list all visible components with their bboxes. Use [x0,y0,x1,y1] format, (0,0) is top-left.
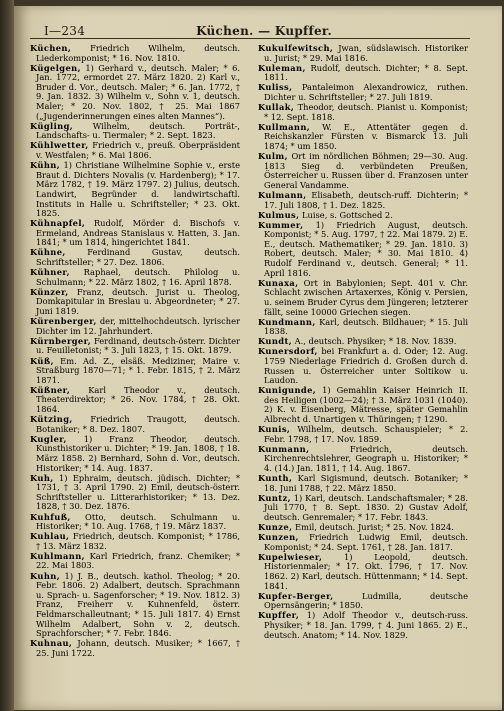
left-column [30,44,240,694]
entry-text: 1) Christiane Wilhelmine Sophie v., erste Braut d. Dichters Novalis (v. Hardenberg); * 17. März 1782, † 19. März 1797. 2) Julius, deutsch. Landwirt, Begründer d. landwirtschaftl. Instituts in Halle u. Schriftsteller; * 23. Okt. 1825. [36,160,240,219]
entry-text: Wilhelm, deutsch. Porträt-, Landschafts- u. Tiermaler; * 2. Sept. 1823. [36,120,240,141]
entry-headword: Küchen, [30,44,72,53]
dictionary-entry [258,64,468,83]
entry-headword: Kulmus, [258,209,300,220]
entry-headword: Kunaxa, [258,277,299,288]
dictionary-entry [258,445,468,474]
entry-text: Friedrich Traugott, deutsch. Botaniker; * 8. Dez. 1807. [36,414,240,434]
entry-text: 1) Ephraim, deutsch. jüdisch. Dichter; * 1731, † 3. April 1790. 2) Emil, deutsch-österr. Schriftsteller u. Litterarhistoriker; * 13. Dez. 1828, † 30. Dez. 1876. [36,472,240,512]
entry-headword: Kuhn, [30,570,61,581]
dictionary-entry [30,268,240,287]
entry-text: Ludmilla, deutsche Opernsängerin; * 1850. [264,590,468,611]
entry-text: Rudolf, deutsch. Dichter; * 8. Sept. 1811. [264,62,468,83]
dictionary-entry [30,337,240,356]
entry-headword: Kunze, [258,522,293,533]
entry-text: Karl Theodor v., deutsch. Theaterdirektor; * 26. Nov. 1784, † 28. Okt. 1864. [36,384,240,414]
entry-text: Wilhelm, deutsch. Schauspieler; * 2. Febr. 1798, † 17. Nov. 1859. [264,424,468,444]
entry-text: Ort in Babylonien; Sept. 401 v. Chr. Schlacht zwischen Artaxerxes, König v. Persien, u. seinem Bruder Cyrus dem Jüngeren; letzterer fällt, seine 10000 Griechen siegen. [264,277,468,317]
entry-headword: Kunth, [258,473,293,484]
dictionary-entry [30,474,240,512]
entry-text: Luise, s. Gottsched 2. [302,209,393,220]
entry-text: 1) Franz Theodor, deutsch. Kunsthistoriker u. Dichter; * 19. Jan. 1808, † 18. März 1858. 2) Bernhard, Sohn d. Vor., deutsch. Historiker; * 14. Aug. 1837. [36,433,240,473]
entry-text: Karl Sigismund, deutsch. Botaniker; * 18. Juni 1788, † 22. März 1850. [264,473,468,493]
dictionary-entry [258,494,468,523]
dictionary-entry [30,141,240,160]
entry-text: Raphael, deutsch. Philolog u. Schulmann; * 22. März 1802, † 16. April 1878. [36,267,240,287]
entry-headword: Kugler, [30,433,67,444]
entry-text: Emil, deutsch. Jurist; * 25. Nov. 1824. [295,522,454,533]
entry-text: Elisabeth, deutsch-ruff. Dichterin; * 17. Juli 1808, † 1. Dez. 1825. [264,189,468,210]
entry-headword: Kuhlau, [30,531,70,542]
dictionary-entry [258,318,468,337]
dictionary-entry [30,415,240,434]
dictionary-entry [258,83,468,102]
entry-text: Karl, deutsch. Bildhauer; * 15. Juli 1838. [264,316,468,337]
entry-headword: Kuhfuß, [30,511,71,522]
dictionary-entry [30,317,240,336]
entry-headword: Kuh, [30,472,54,483]
dictionary-entry [30,161,240,219]
book-spine-edge [0,0,14,711]
entry-text: Johann, deutsch. Musiker; * 1667, † 25. Juni 1722. [36,638,240,658]
entry-headword: Kulmann, [258,189,307,200]
dictionary-entry [258,533,468,552]
entry-text: bei Frankfurt a. d. Oder; 12. Aug. 1759 Niederlage Friedrich d. Großen durch d. Russen u. Österreicher unter Soltikow u. Laudon. [264,346,468,386]
entry-text: Friedrich Wilhelm, deutsch. Liederkomponist; * 16. Nov. 1810. [36,44,240,63]
running-title: Küchen. — Kupffer. [196,24,332,38]
entry-text: Em. Ad. Z., elsäß. Mediziner, Maire v. Straßburg 1870—71; * 1. Febr. 1815, † 2. März 1871. [36,355,240,385]
dictionary-entry [30,532,240,551]
entry-headword: Kundmann, [258,316,316,327]
entry-text: Friedrich, deutsch. Komponist; * 1786, † 13. März 1832. [36,531,240,551]
entry-text: Jwan, südslawisch. Historiker u. Jurist; * 29. Mai 1816. [264,44,468,63]
entry-headword: Kummer, [258,219,304,230]
dictionary-entry [30,288,240,317]
entry-headword: Kunis, [258,424,291,435]
dictionary-entry [30,572,240,639]
entry-text: Otto, deutsch. Schulmann u. Historiker; * 10. Aug. 1768, † 19. März 1837. [36,511,240,532]
dictionary-entry [258,123,468,152]
page-number: I—234 [44,24,86,38]
entry-headword: Kunmann, [258,443,310,454]
entry-headword: Kühlwetter, [30,140,89,151]
entry-headword: Kuhnau, [30,638,73,649]
dictionary-entry [30,552,240,571]
entry-headword: Kuliss, [258,82,293,93]
entry-headword: Küß, [30,355,54,366]
page-header [44,24,484,42]
dictionary-entry [30,248,240,267]
entry-headword: Kupfer-Berger, [258,590,334,601]
entry-text: Ferdinand, deutsch-österr. Dichter u. Feuilletonist; * 3. Juli 1823, † 15. Okt. 1879. [36,335,240,356]
dictionary-entry [258,425,468,444]
entry-headword: Kühner, [30,267,70,278]
entry-headword: Kupffer, [258,610,300,621]
dictionary-entry [30,435,240,473]
dictionary-entry [258,221,468,279]
entry-headword: Kürnberger, [30,335,92,346]
entry-text: Ort im nördlichen Böhmen; 29—30. Aug. 1813 Sieg d. verbündeten Preußen, Österreicher u. Russen über d. Franzosen unter General Vandamme. [264,151,468,190]
entry-text: 1) Karl, deutsch. Landschaftsmaler; * 28. Juli 1770, † 8. Sept. 1830. 2) Gustav Adolf, deutsch. Genremaler; * 17. Febr. 1843. [264,492,468,522]
dictionary-entry [30,64,240,122]
dictionary-entry [30,513,240,532]
entry-headword: Kuleman, [258,62,306,73]
entry-text: Pantaleimon Alexandrowicz, ruthen. Dichter u. Schriftsteller; * 27. Juli 1819. [264,82,468,102]
entry-text: Theodor, deutsch. Pianist u. Komponist; * 12. Sept. 1818. [264,102,468,122]
entry-headword: Kunzen, [258,532,299,543]
entry-text: Rudolf, Mörder d. Bischofs v. Ermeland, Andreas Stanislaus v. Hatten, 3. Jan. 1841; * um 1814, hingerichtet 1841. [36,218,240,248]
dictionary-entry [258,474,468,493]
dictionary-entry [258,279,468,317]
entry-text: 1) Leopold, deutsch. Historienmaler; * 17. Okt. 1796, † 17. Nov. 1862. 2) Karl, deutsch. Hüttenmann; * 14. Sept. 1841. [264,551,468,591]
dictionary-entry [30,357,240,386]
entry-text: der, mittelhochdeutsch. lyrischer Dichter im 12. Jahrhundert. [36,316,240,336]
entry-text: W. E., Attentäter gegen d. Reichskanzler Fürsten v. Bismarck 13. Juli 1874; * um 1850. [264,121,468,151]
entry-text: 1) Adolf Theodor v., deutsch-russ. Physiker; * 18. Jan. 1799, † 4. Juni 1865. 2) E., deutsch. Anatom; * 14. Nov. 1829. [264,610,468,640]
dictionary-entry [258,191,468,210]
dictionary-entry [258,152,468,190]
entry-headword: Kulm, [258,151,288,162]
dictionary-entry [258,347,468,385]
header-rule [30,38,470,39]
dictionary-entry [30,122,240,141]
dictionary-entry [30,386,240,415]
dictionary-entry [258,103,468,122]
entry-text: Friedrich Ludwig Emil, deutsch. Komponist; * 24. Sept. 1761, † 28. Jan. 1817. [264,532,468,552]
entry-headword: Kundt, [258,336,293,347]
entry-headword: Kullak, [258,102,295,113]
entry-headword: Kunersdorf, [258,346,318,357]
entry-text: Karl Friedrich, franz. Chemiker; * 22. Mai 1803. [36,550,240,571]
dictionary-entry [30,639,240,658]
entry-headword: Künzer, [30,286,69,297]
entry-headword: Kühnapfel, [30,218,86,229]
entry-headword: Kügelgen, [30,62,81,73]
dictionary-entry [258,44,468,63]
entry-text: A., deutsch. Physiker; * 18. Nov. 1839. [294,336,457,347]
entry-headword: Kukulfewitsch, [258,44,334,53]
right-column [258,44,468,694]
entry-headword: Kullmann, [258,121,311,132]
entry-text: 1) Friedrich August, deutsch. Komponist; * 5. Aug. 1797, † 22. Mai 1879. 2) E. E., deutsch. Mathematiker; * 29. Jan. 1810. 3) Robert, deutsch. Maler; * 30. Mai 1810. 4) Rudolf Ferdinand v., deutsch. General; * 11. April 1816. [264,219,468,278]
dictionary-entry [258,553,468,591]
entry-headword: Kügling, [30,120,74,131]
entry-headword: Küßner, [30,384,71,395]
dictionary-entry [30,44,240,63]
dictionary-entry [30,219,240,248]
dictionary-entry [258,386,468,424]
entry-headword: Kühn, [30,160,61,171]
entry-text: 1) Gemahlin Kaiser Heinrich II. des Heiligen (1002—24); † 3. März 1031 (1040). 2) K. v. Eisenberg, Mätresse, später Gemahlin Albrecht d. Unartigen v. Thüringen; † 1290. [264,385,468,425]
entry-headword: Kühne, [30,247,66,258]
dictionary-entry [258,611,468,640]
entry-headword: Kunigunde, [258,385,317,396]
entry-text: 1) Gerhard v., deutsch. Maler; * 6. Jan. 1772, ermordet 27. März 1820. 2) Karl v., Bruder d. Vor., deutsch. Maler; * 6. Jan. 1772, † 9. Jan. 1832. 3) Wilhelm v., Sohn v. 1, deutsch. Maler; * 20. Nov. 1802, † 25. Mai 1867 („Jugenderinnerungen eines alten Mannes“). [36,62,240,121]
entry-headword: Kuntz, [258,492,291,503]
entry-text: Friedrich v., preuß. Oberpräsident v. Westfalen; * 6. Mai 1806. [36,140,240,161]
dictionary-entry [258,592,468,611]
entry-headword: Kützing, [30,414,73,425]
entry-text: Ferdinand Gustav, deutsch. Schriftsteller; * 27. Dez. 1806. [36,247,240,268]
entry-headword: Kuhlmann, [30,550,85,561]
entry-headword: Kupelwieser, [258,551,323,562]
entry-text: 1) J. B., deutsch. kathol. Theolog; * 20. Febr. 1806. 2) Adalbert, deutsch. Sprachmann u. Sprach- u. Sagenforscher; * 19. Nov. 1812. 3) Franz, Freiherr v. Kuhnenfeld, österr. Feldmarschalleutnant; * 15. Juli 1817. 4) Ernst Wilhelm Adalbert, Sohn v. 2, deutsch. Sprachforscher; * 7. Febr. 1846. [36,570,240,639]
entry-text: Franz, deutsch. Jurist u. Theolog, Domkapitular in Breslau u. Abgeordneter; * 27. Juni 1819. [36,286,240,317]
entry-text: Friedrich, deutsch. Kirchenrechtslehrer, Geograph u. Historiker; * 4. (14.) Jan. 1811, † 14. Aug. 1867. [264,443,468,474]
entry-headword: Kürenberger, [30,316,97,327]
